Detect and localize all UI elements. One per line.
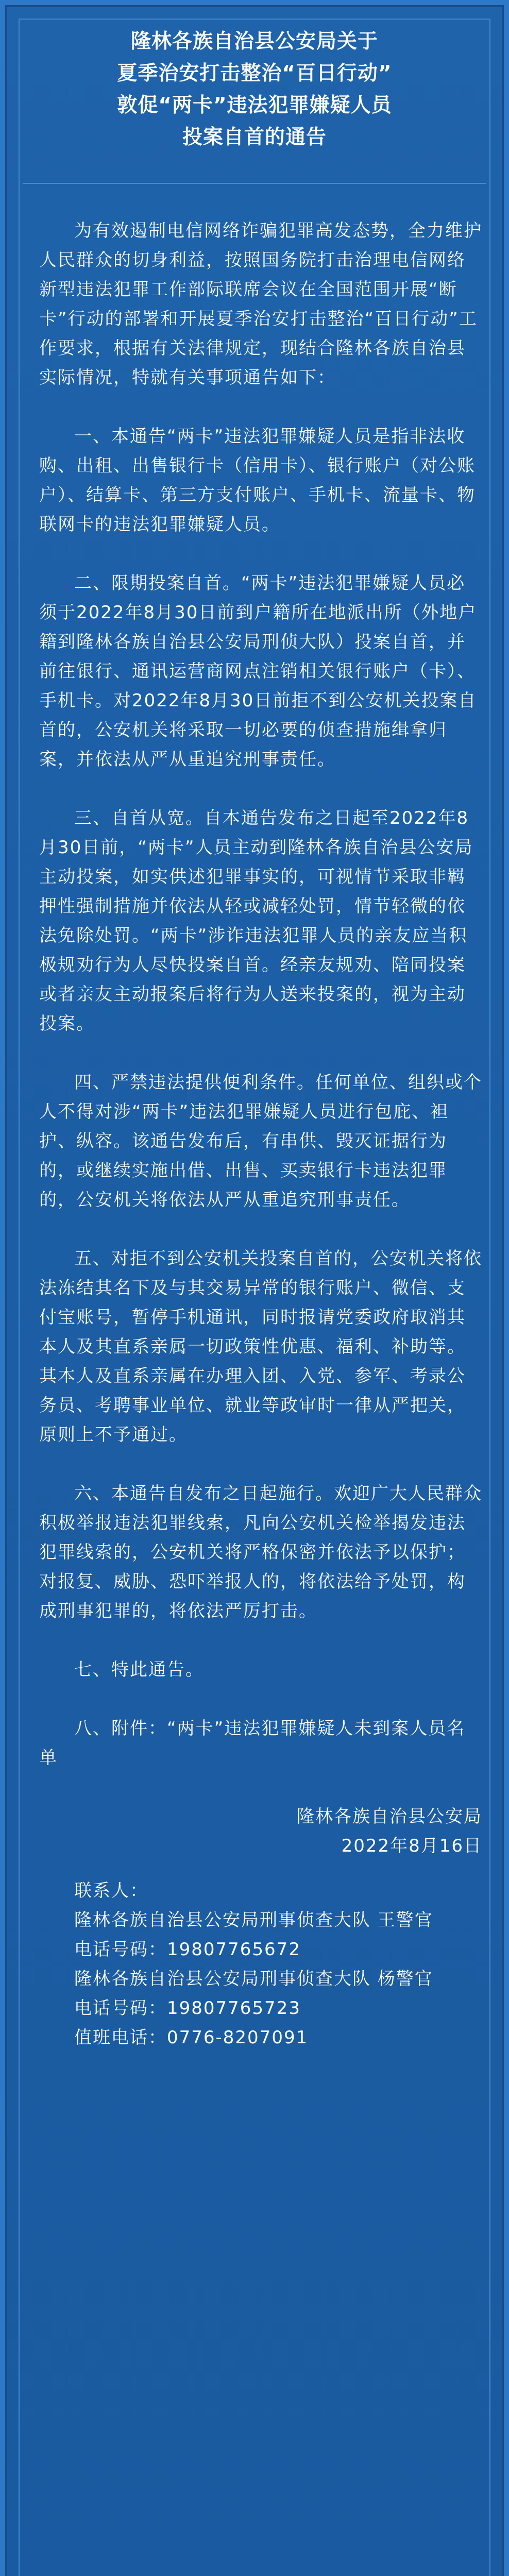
section-2: 二、限期投案自首。“两卡”违法犯罪嫌疑人员必须于2022年8月30日前到户籍所在地派出所（外地户籍到隆林各族自治县公安局刑侦大队）投案自首，并前往银行、通讯运营商网点注销相关银行账户（卡）、手机卡。对2022年8月30日前拒不到公安机关投案自首的，公安机关将采取一切必要的侦查措施缉拿归案，并依法从严从重追究刑事责任。 bbox=[39, 573, 477, 770]
duty-phone: 值班电话：0776-8207091 bbox=[74, 2027, 309, 2048]
contacts-block bbox=[39, 1876, 482, 2053]
section-5: 五、对拒不到公安机关投案自首的，公安机关将依法冻结其名下及与其交易异常的银行账户、微信、支付宝账号，暂停手机通讯，同时报请党委政府取消其本人及其直系亲属一切政策性优惠、福利、补助等。其本人及直系亲属在办理入团、入党、参军、考录公务员、考聘事业单位、就业等政审时一律从严把关，原则上不予通过。 bbox=[39, 1248, 482, 1445]
section-1: 一、本通告“两卡”违法犯罪嫌疑人员是指非法收购、出租、出售银行卡（信用卡）、银行账户（对公账户）、结算卡、第三方支付账户、手机卡、流量卡、物联网卡的违法犯罪嫌疑人员。 bbox=[39, 426, 476, 535]
section-8: 八、附件：“两卡”违法犯罪嫌疑人未到案人员名单 bbox=[39, 1718, 466, 1768]
contact-person-2: 隆林各族自治县公安局刑事侦查大队 杨警官 bbox=[74, 1969, 433, 1989]
signature-date: 2022年8月16日 bbox=[341, 1836, 482, 1856]
signature-org: 隆林各族自治县公安局 bbox=[297, 1806, 482, 1827]
contact-phone-2: 电话号码：19807765723 bbox=[74, 1998, 301, 2019]
notice-title bbox=[5, 26, 504, 154]
title-line-3: 敦促“两卡”违法犯罪嫌疑人员 bbox=[117, 94, 392, 117]
title-line-4: 投案自首的通告 bbox=[182, 126, 327, 149]
section-7: 七、特此通告。 bbox=[74, 1659, 204, 1680]
section-4: 四、严禁违法提供便利条件。任何单位、组织或个人不得对涉“两卡”违法犯罪嫌疑人员进行包庇、袒护、纵容。该通告发布后，有串供、毁灭证据行为的，或继续实施出借、出售、买卖银行卡违法犯罪的，公安机关将依法从严从重追究刑事责任。 bbox=[39, 1072, 482, 1210]
preamble-paragraph: 为有效遏制电信网络诈骗犯罪高发态势，全力维护人民群众的切身利益，按照国务院打击治理电信网络新型违法犯罪工作部际联席会议在全国范围开展“断卡”行动的部署和开展夏季治安打击整治“百日行动”工作要求，根据有关法律规定，现结合隆林各族自治县实际情况，特就有关事项通告如下： bbox=[39, 221, 482, 388]
contacts-label: 联系人： bbox=[74, 1880, 148, 1901]
contact-person-1: 隆林各族自治县公安局刑事侦查大队 王警官 bbox=[74, 1910, 433, 1930]
title-divider bbox=[23, 183, 486, 184]
section-6: 六、本通告自发布之日起施行。欢迎广大人民群众积极举报违法犯罪线索，凡向公安机关检举揭发违法犯罪线索的，公安机关将严格保密并依法予以保护；对报复、威胁、恐吓举报人的，将依法给予处罚，构成刑事犯罪的，将依法严厉打击。 bbox=[39, 1483, 482, 1621]
contact-phone-1: 电话号码：19807765672 bbox=[74, 1939, 301, 1960]
title-line-2: 夏季治安打击整治“百日行动” bbox=[117, 62, 392, 85]
section-3: 三、自首从宽。自本通告发布之日起至2022年8月30日前，“两卡”人员主动到隆林各族自治县公安局主动投案，如实供述犯罪事实的，可视情节采取非羁押性强制措施并依法从轻或减轻处罚，情节轻微的依法免除处罚。“两卡”涉诈违法犯罪人员的亲友应当积极规劝行为人尽快投案自首。经亲友规劝、陪同投案或者亲友主动报案后将行为人送来投案的，视为主动投案。 bbox=[39, 808, 473, 1034]
notice-body bbox=[39, 216, 482, 2053]
title-line-1: 隆林各族自治县公安局关于 bbox=[130, 30, 378, 53]
